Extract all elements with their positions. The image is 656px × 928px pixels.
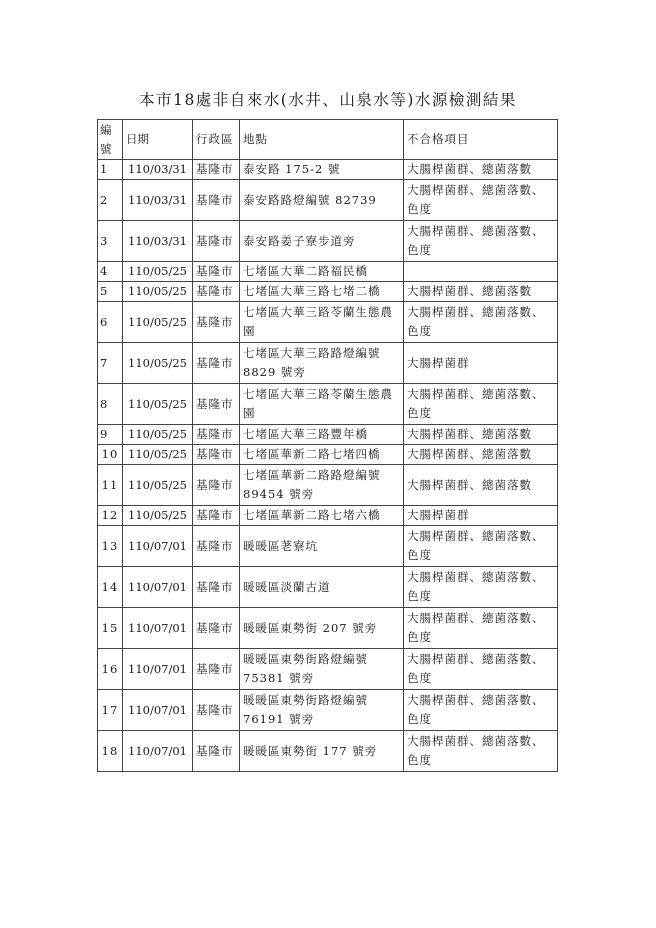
cell-date: 110/05/25	[123, 343, 193, 384]
cell-failed-items: 大腸桿菌群、總菌落數、色度	[404, 526, 558, 567]
cell-district: 基隆市	[193, 465, 240, 506]
cell-no: 15	[98, 608, 123, 649]
cell-district: 基隆市	[193, 384, 240, 425]
cell-date: 110/05/25	[123, 384, 193, 425]
results-table	[97, 119, 558, 772]
cell-failed-items: 大腸桿菌群、總菌落數、色度	[404, 180, 558, 221]
document-title: 本市18處非自來水(水井、山泉水等)水源檢測結果	[139, 91, 517, 109]
cell-no: 4	[98, 262, 123, 282]
cell-location: 泰安路姜子寮步道旁	[240, 221, 404, 262]
table-row	[98, 649, 558, 690]
cell-failed-items: 大腸桿菌群、總菌落數、色度	[404, 302, 558, 343]
cell-date: 110/05/25	[123, 302, 193, 343]
cell-date: 110/07/01	[123, 526, 193, 567]
cell-date: 110/05/25	[123, 262, 193, 282]
cell-district: 基隆市	[193, 649, 240, 690]
cell-location: 七堵區大華二路福民橋	[240, 262, 404, 282]
cell-no: 2	[98, 180, 123, 221]
header-date: 日期	[123, 120, 193, 160]
cell-district: 基隆市	[193, 262, 240, 282]
cell-failed-items: 大腸桿菌群、總菌落數、色度	[404, 221, 558, 262]
cell-district: 基隆市	[193, 567, 240, 608]
cell-failed-items: 大腸桿菌群、總菌落數、色度	[404, 649, 558, 690]
cell-location: 七堵區華新二路路燈編號 89454 號旁	[240, 465, 404, 506]
table-row	[98, 608, 558, 649]
cell-district: 基隆市	[193, 343, 240, 384]
cell-no: 6	[98, 302, 123, 343]
table-row	[98, 221, 558, 262]
cell-date: 110/05/25	[123, 465, 193, 506]
cell-location: 七堵區大華三路苓蘭生態農園	[240, 302, 404, 343]
cell-district: 基隆市	[193, 160, 240, 180]
cell-district: 基隆市	[193, 690, 240, 731]
cell-district: 基隆市	[193, 425, 240, 445]
cell-failed-items: 大腸桿菌群、總菌落數、色度	[404, 608, 558, 649]
cell-failed-items: 大腸桿菌群、總菌落數	[404, 282, 558, 302]
cell-failed-items: 大腸桿菌群	[404, 506, 558, 526]
table-row	[98, 343, 558, 384]
cell-date: 110/05/25	[123, 282, 193, 302]
cell-no: 18	[98, 731, 123, 772]
cell-date: 110/07/01	[123, 567, 193, 608]
cell-date: 110/03/31	[123, 160, 193, 180]
cell-location: 七堵區大華三路豐年橋	[240, 425, 404, 445]
cell-location: 暖暖區荖寮坑	[240, 526, 404, 567]
cell-no: 10	[98, 445, 123, 465]
cell-location: 暖暖區東勢街路燈編號 76191 號旁	[240, 690, 404, 731]
cell-no: 16	[98, 649, 123, 690]
cell-failed-items: 大腸桿菌群、總菌落數、色度	[404, 731, 558, 772]
cell-no: 1	[98, 160, 123, 180]
header-location: 地點	[240, 120, 404, 160]
cell-date: 110/07/01	[123, 608, 193, 649]
header-no: 編號	[98, 120, 123, 160]
cell-location: 七堵區大華三路路燈編號 8829 號旁	[240, 343, 404, 384]
cell-district: 基隆市	[193, 731, 240, 772]
table-row	[98, 690, 558, 731]
table-header-row	[98, 120, 558, 160]
cell-failed-items: 大腸桿菌群、總菌落數、色度	[404, 567, 558, 608]
cell-location: 暖暖區東勢街路燈編號 75381 號旁	[240, 649, 404, 690]
table-row	[98, 384, 558, 425]
table-row	[98, 731, 558, 772]
table-row	[98, 506, 558, 526]
table-row	[98, 262, 558, 282]
header-district: 行政區	[193, 120, 240, 160]
cell-no: 11	[98, 465, 123, 506]
cell-failed-items: 大腸桿菌群、總菌落數	[404, 445, 558, 465]
cell-district: 基隆市	[193, 506, 240, 526]
cell-failed-items	[404, 262, 558, 282]
cell-district: 基隆市	[193, 526, 240, 567]
table-row	[98, 567, 558, 608]
cell-no: 14	[98, 567, 123, 608]
cell-no: 12	[98, 506, 123, 526]
cell-date: 110/05/25	[123, 425, 193, 445]
cell-location: 七堵區華新二路七堵六橋	[240, 506, 404, 526]
cell-no: 17	[98, 690, 123, 731]
cell-district: 基隆市	[193, 221, 240, 262]
cell-location: 泰安路 175-2 號	[240, 160, 404, 180]
table-row	[98, 302, 558, 343]
cell-date: 110/03/31	[123, 221, 193, 262]
header-failed-items: 不合格項目	[404, 120, 558, 160]
cell-no: 8	[98, 384, 123, 425]
cell-no: 9	[98, 425, 123, 445]
cell-location: 七堵區大華三路七堵二橋	[240, 282, 404, 302]
table-row	[98, 160, 558, 180]
cell-no: 13	[98, 526, 123, 567]
cell-district: 基隆市	[193, 445, 240, 465]
cell-failed-items: 大腸桿菌群、總菌落數、色度	[404, 690, 558, 731]
cell-failed-items: 大腸桿菌群、總菌落數	[404, 160, 558, 180]
cell-location: 七堵區華新二路七堵四橋	[240, 445, 404, 465]
cell-failed-items: 大腸桿菌群、總菌落數、色度	[404, 384, 558, 425]
cell-district: 基隆市	[193, 282, 240, 302]
cell-district: 基隆市	[193, 180, 240, 221]
cell-location: 泰安路路燈編號 82739	[240, 180, 404, 221]
cell-failed-items: 大腸桿菌群、總菌落數	[404, 425, 558, 445]
table-row	[98, 465, 558, 506]
cell-failed-items: 大腸桿菌群、總菌落數	[404, 465, 558, 506]
cell-location: 暖暖區淡蘭古道	[240, 567, 404, 608]
cell-no: 7	[98, 343, 123, 384]
cell-location: 七堵區大華三路苓蘭生態農園	[240, 384, 404, 425]
cell-date: 110/05/25	[123, 506, 193, 526]
cell-date: 110/03/31	[123, 180, 193, 221]
cell-district: 基隆市	[193, 608, 240, 649]
cell-location: 暖暖區東勢街 207 號旁	[240, 608, 404, 649]
cell-date: 110/07/01	[123, 649, 193, 690]
table-row	[98, 445, 558, 465]
table-row	[98, 526, 558, 567]
table-row	[98, 425, 558, 445]
cell-district: 基隆市	[193, 302, 240, 343]
cell-date: 110/05/25	[123, 445, 193, 465]
cell-date: 110/07/01	[123, 731, 193, 772]
cell-failed-items: 大腸桿菌群	[404, 343, 558, 384]
cell-location: 暖暖區東勢街 177 號旁	[240, 731, 404, 772]
table-row	[98, 282, 558, 302]
cell-date: 110/07/01	[123, 690, 193, 731]
table-row	[98, 180, 558, 221]
cell-no: 5	[98, 282, 123, 302]
cell-no: 3	[98, 221, 123, 262]
